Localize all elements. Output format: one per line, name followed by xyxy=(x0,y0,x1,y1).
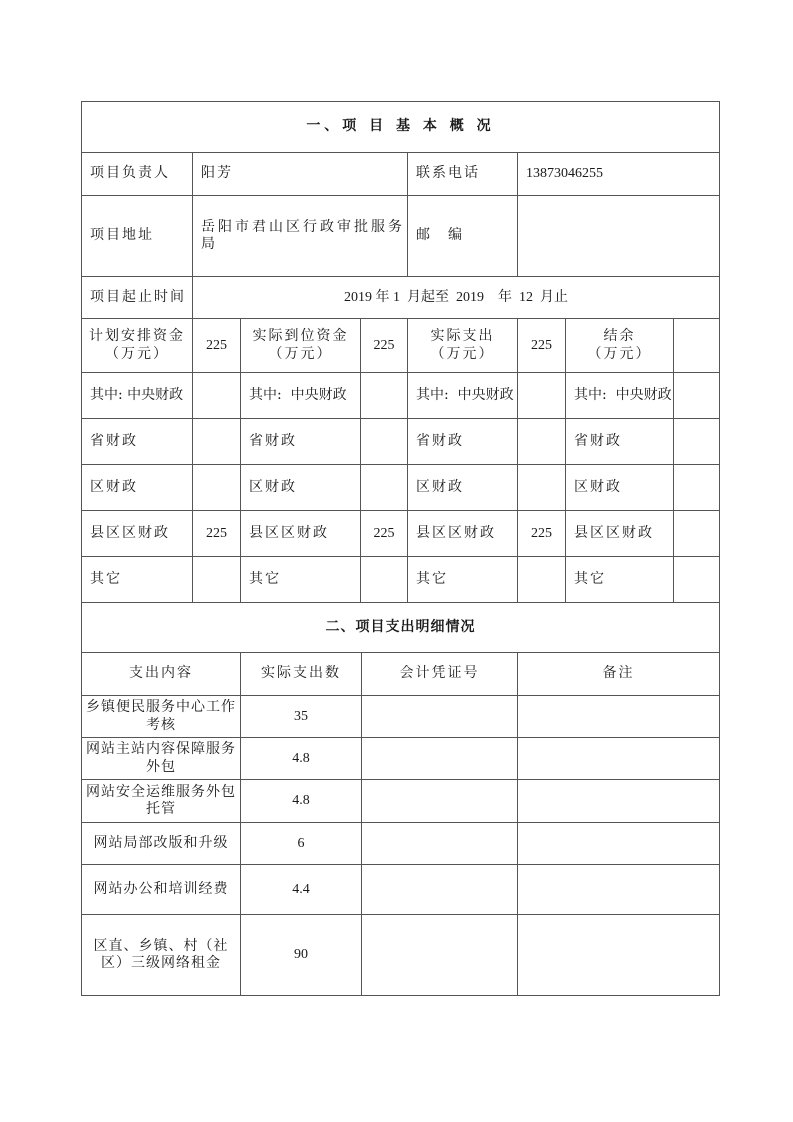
section-1-title: 一、项 目 基 本 概 况 xyxy=(82,102,720,153)
table-row xyxy=(82,738,720,780)
expense-content: 乡镇便民服务中心工作考核 xyxy=(82,696,241,738)
breakdown-value xyxy=(674,465,720,511)
header-amount: 实际支出数 xyxy=(241,653,362,696)
breakdown-label: 其中: 中央财政 xyxy=(82,373,193,419)
spent-funds-label-line2: （万元） xyxy=(430,345,495,362)
table-row xyxy=(82,915,720,996)
breakdown-value xyxy=(518,419,566,465)
breakdown-label: 其它 xyxy=(408,557,518,603)
phone-label: 联系电话 xyxy=(408,153,518,196)
expense-note xyxy=(518,738,720,780)
section-2-title: 二、项目支出明细情况 xyxy=(82,603,720,653)
breakdown-label: 省财政 xyxy=(566,419,674,465)
breakdown-row-province xyxy=(82,419,720,465)
period-label: 项目起止时间 xyxy=(82,277,193,319)
expense-voucher xyxy=(362,738,518,780)
breakdown-label: 其它 xyxy=(241,557,361,603)
breakdown-value xyxy=(674,373,720,419)
breakdown-value: 225 xyxy=(193,511,241,557)
planned-funds-label-line2: （万元） xyxy=(105,345,169,362)
breakdown-value xyxy=(361,557,408,603)
breakdown-value xyxy=(518,373,566,419)
expense-voucher xyxy=(362,865,518,915)
expense-amount: 6 xyxy=(241,823,362,865)
postcode-value xyxy=(518,196,720,277)
address-label: 项目地址 xyxy=(82,196,193,277)
planned-funds-label-line1: 计划安排资金 xyxy=(89,328,185,344)
received-funds-label-line2: （万元） xyxy=(268,345,333,362)
expense-amount: 90 xyxy=(241,915,362,996)
breakdown-label: 其中: 中央财政 xyxy=(566,373,674,419)
balance-label xyxy=(566,319,674,373)
expense-content: 区直、乡镇、村（社区）三级网络租金 xyxy=(82,915,241,996)
project-overview-table xyxy=(81,101,720,603)
expense-amount: 35 xyxy=(241,696,362,738)
received-funds-value: 225 xyxy=(361,319,408,373)
breakdown-value xyxy=(518,465,566,511)
expense-content: 网站主站内容保障服务外包 xyxy=(82,738,241,780)
breakdown-value xyxy=(361,373,408,419)
header-content: 支出内容 xyxy=(82,653,241,696)
expense-note xyxy=(518,823,720,865)
table-row xyxy=(82,780,720,823)
breakdown-value xyxy=(361,465,408,511)
leader-value: 阳芳 xyxy=(193,153,408,196)
breakdown-value xyxy=(193,557,241,603)
breakdown-label: 省财政 xyxy=(241,419,361,465)
breakdown-label: 区财政 xyxy=(566,465,674,511)
breakdown-value xyxy=(193,419,241,465)
expense-voucher xyxy=(362,823,518,865)
header-note: 备注 xyxy=(518,653,720,696)
table-row xyxy=(82,696,720,738)
spent-funds-value: 225 xyxy=(518,319,566,373)
expense-note xyxy=(518,915,720,996)
breakdown-label: 其它 xyxy=(82,557,193,603)
breakdown-label: 县区区财政 xyxy=(566,511,674,557)
expense-amount: 4.4 xyxy=(241,865,362,915)
expense-amount: 4.8 xyxy=(241,780,362,823)
breakdown-label: 区财政 xyxy=(241,465,361,511)
breakdown-label: 其它 xyxy=(566,557,674,603)
expense-note xyxy=(518,696,720,738)
planned-funds-value: 225 xyxy=(193,319,241,373)
breakdown-value xyxy=(193,373,241,419)
address-value: 岳阳市君山区行政审批服务局 xyxy=(193,196,408,277)
expense-amount: 4.8 xyxy=(241,738,362,780)
expense-content: 网站局部改版和升级 xyxy=(82,823,241,865)
planned-funds-label xyxy=(82,319,193,373)
breakdown-value: 225 xyxy=(361,511,408,557)
breakdown-row-other xyxy=(82,557,720,603)
breakdown-label: 其中: 中央财政 xyxy=(408,373,518,419)
leader-label: 项目负责人 xyxy=(82,153,193,196)
expense-note xyxy=(518,865,720,915)
breakdown-label: 县区区财政 xyxy=(241,511,361,557)
balance-value xyxy=(674,319,720,373)
table-row xyxy=(82,865,720,915)
breakdown-label: 县区区财政 xyxy=(408,511,518,557)
spent-funds-label xyxy=(408,319,518,373)
detail-header-row xyxy=(82,653,720,696)
table-row xyxy=(82,823,720,865)
postcode-label: 邮 编 xyxy=(408,196,518,277)
breakdown-value xyxy=(674,557,720,603)
expenditure-detail-table xyxy=(81,602,720,996)
received-funds-label xyxy=(241,319,361,373)
breakdown-label: 省财政 xyxy=(82,419,193,465)
balance-label-line1: 结余 xyxy=(603,328,636,344)
breakdown-label: 省财政 xyxy=(408,419,518,465)
breakdown-value: 225 xyxy=(518,511,566,557)
header-voucher: 会计凭证号 xyxy=(362,653,518,696)
breakdown-row-county xyxy=(82,511,720,557)
expense-content: 网站办公和培训经费 xyxy=(82,865,241,915)
breakdown-label: 县区区财政 xyxy=(82,511,193,557)
expense-voucher xyxy=(362,915,518,996)
breakdown-value xyxy=(674,419,720,465)
breakdown-label: 区财政 xyxy=(408,465,518,511)
breakdown-value xyxy=(193,465,241,511)
expense-content: 网站安全运维服务外包托管 xyxy=(82,780,241,823)
expense-note xyxy=(518,780,720,823)
expense-voucher xyxy=(362,780,518,823)
period-value: 2019 年 1 月起至 2019 年 12 月止 xyxy=(193,277,720,319)
phone-value: 13873046255 xyxy=(518,153,720,196)
spent-funds-label-line1: 实际支出 xyxy=(430,328,495,344)
breakdown-label: 区财政 xyxy=(82,465,193,511)
breakdown-row-central xyxy=(82,373,720,419)
balance-label-line2: （万元） xyxy=(587,345,652,362)
breakdown-value xyxy=(361,419,408,465)
breakdown-value xyxy=(674,511,720,557)
breakdown-value xyxy=(518,557,566,603)
received-funds-label-line1: 实际到位资金 xyxy=(252,328,349,344)
breakdown-label: 其中: 中央财政 xyxy=(241,373,361,419)
breakdown-row-district xyxy=(82,465,720,511)
expense-voucher xyxy=(362,696,518,738)
